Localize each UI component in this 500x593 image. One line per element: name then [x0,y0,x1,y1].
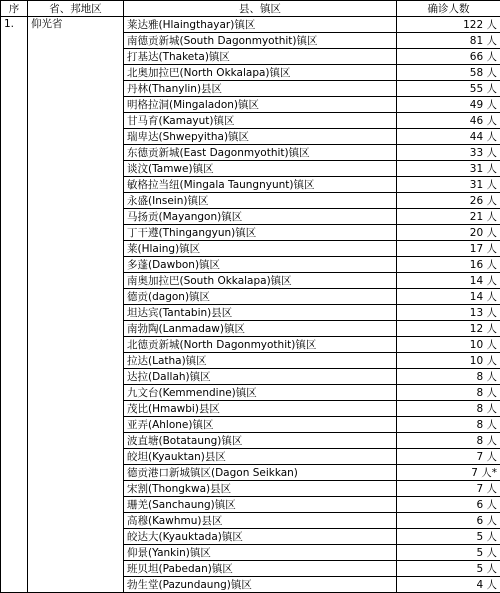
case-count-cell: 10 人 [397,353,500,369]
township-cell: 多蓬(Dawbon)镇区 [124,257,397,273]
case-count-cell: 21 人 [397,209,500,225]
township-cell: 北德贡新城(North Dagonmyothit)镇区 [124,337,397,353]
township-cell: 宋割(Thongkwa)县区 [124,481,397,497]
case-count-cell: 14 人 [397,273,500,289]
township-cell: 高穆(Kawhmu)县区 [124,513,397,529]
township-cell: 甘马育(Kamayut)镇区 [124,113,397,129]
case-count-cell: 46 人 [397,113,500,129]
case-count-cell: 66 人 [397,49,500,65]
case-count-cell: 8 人 [397,417,500,433]
township-cell: 丹林(Thanylin)县区 [124,81,397,97]
case-count-cell: 4 人 [397,577,500,593]
township-cell: 明格拉洞(Mingaladon)镇区 [124,97,397,113]
case-count-cell: 26 人 [397,193,500,209]
township-cell: 马扬贡(Mayangon)镇区 [124,209,397,225]
table-row [1,17,500,33]
township-cell: 永盛(Insein)镇区 [124,193,397,209]
township-cell: 北奥加拉巴(North Okkalapa)镇区 [124,65,397,81]
case-count-cell: 122 人 [397,17,500,33]
township-cell: 亚弄(Ahlone)镇区 [124,417,397,433]
case-count-cell: 12 人 [397,321,500,337]
township-cell: 德贡(dagon)镇区 [124,289,397,305]
township-cell: 东德贡新城(East Dagonmyothit)镇区 [124,145,397,161]
table-body [1,17,500,593]
case-count-cell: 17 人 [397,241,500,257]
township-cell: 茂比(Hmawbi)县区 [124,401,397,417]
case-count-cell: 6 人 [397,497,500,513]
township-cell: 皎达大(Kyauktada)镇区 [124,529,397,545]
case-count-cell: 10 人 [397,337,500,353]
case-count-cell: 13 人 [397,305,500,321]
case-count-cell: 8 人 [397,433,500,449]
case-count-cell: 16 人 [397,257,500,273]
township-cell: 德贡港口新城镇区(Dagon Seikkan) [124,465,397,481]
case-count-cell: 8 人 [397,369,500,385]
township-cell: 达拉(Dallah)镇区 [124,369,397,385]
header-seq: 序 [1,1,28,17]
township-cell: 班贝坦(Pabedan)镇区 [124,561,397,577]
township-cell: 仰景(Yankin)镇区 [124,545,397,561]
case-count-cell: 44 人 [397,129,500,145]
township-cell: 南奥加拉巴(South Okkalapa)镇区 [124,273,397,289]
case-count-cell: 7 人 [397,449,500,465]
township-cell: 瑞卑达(Shwepyitha)镇区 [124,129,397,145]
township-cell: 南德贡新城(South Dagonmyothit)镇区 [124,33,397,49]
case-count-cell: 49 人 [397,97,500,113]
region-seq: 1. [1,17,28,593]
case-count-cell: 6 人 [397,513,500,529]
case-count-cell: 8 人 [397,401,500,417]
case-count-cell: 7 人* [397,465,500,481]
case-count-cell: 20 人 [397,225,500,241]
case-count-cell: 14 人 [397,289,500,305]
case-count-cell: 58 人 [397,65,500,81]
township-cell: 丁干遵(Thingangyun)镇区 [124,225,397,241]
case-count-cell: 8 人 [397,385,500,401]
township-cell: 九文台(Kemmendine)镇区 [124,385,397,401]
case-count-cell: 55 人 [397,81,500,97]
township-cell: 皎坦(Kyauktan)县区 [124,449,397,465]
case-count-cell: 81 人 [397,33,500,49]
header-cases: 确诊人数 [397,1,500,17]
case-count-cell: 5 人 [397,529,500,545]
case-count-cell: 7 人 [397,481,500,497]
header-township: 县、镇区 [124,1,397,17]
township-cell: 莱达雅(Hlaingthayar)镇区 [124,17,397,33]
township-cell: 坦达宾(Tantabin)县区 [124,305,397,321]
case-count-cell: 5 人 [397,561,500,577]
case-count-cell: 31 人 [397,177,500,193]
region-name: 仰光省 [28,17,124,593]
township-cell: 敏格拉当纽(Mingala Taungnyunt)镇区 [124,177,397,193]
header-row [1,1,500,17]
township-cell: 波直塘(Botataung)镇区 [124,433,397,449]
township-cell: 勃生堂(Pazundaung)镇区 [124,577,397,593]
township-cell: 莱(Hlaing)镇区 [124,241,397,257]
township-cell: 珊羌(Sanchaung)镇区 [124,497,397,513]
township-cell: 南勃陶(Lanmadaw)镇区 [124,321,397,337]
case-count-cell: 5 人 [397,545,500,561]
township-cell: 打基达(Thaketa)镇区 [124,49,397,65]
township-cell: 拉达(Latha)镇区 [124,353,397,369]
case-count-cell: 33 人 [397,145,500,161]
township-cell: 谈汶(Tamwe)镇区 [124,161,397,177]
header-province: 省、邦地区 [28,1,124,17]
case-count-cell: 31 人 [397,161,500,177]
